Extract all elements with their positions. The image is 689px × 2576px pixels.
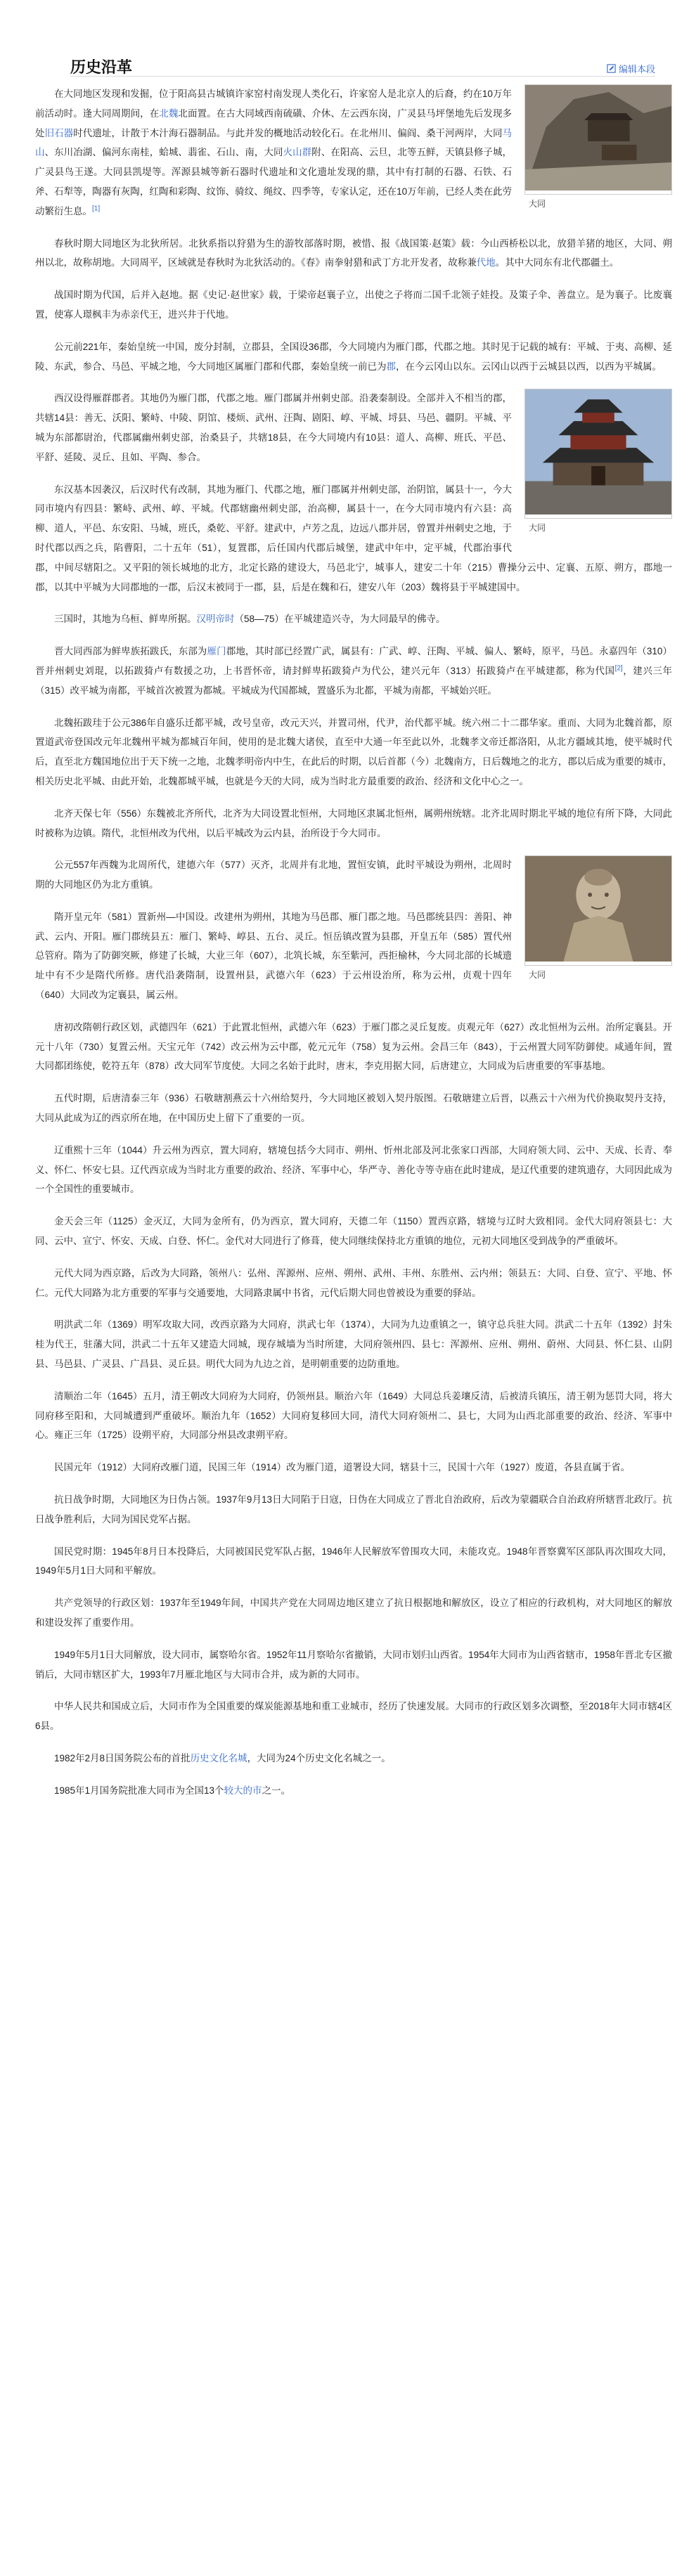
- article-paragraph: [35, 1697, 672, 1736]
- cliff-temple-photo: [525, 85, 671, 190]
- inline-link[interactable]: 汉明帝时: [196, 614, 235, 625]
- paragraph-text: 1982年2月8日国务院公布的首批: [54, 1752, 191, 1763]
- paragraph-text: 三国时，其地为乌桓、鲜卑所据。: [54, 614, 197, 625]
- section-title: 历史沿革: [70, 58, 133, 76]
- figure-caption: 大同: [529, 199, 546, 209]
- inline-link[interactable]: 较大的市: [224, 1785, 262, 1796]
- inline-link[interactable]: 代地: [476, 257, 496, 268]
- reference-marker[interactable]: [1]: [92, 205, 101, 213]
- paragraph-text: 隋开皇元年（581）置新州—中国设。改建州为朔州，其地为马邑郡、雁门郡之地。马邑郡统县四：善阳、神武、云内、开阳。雁门郡统县五：雁门、繁峙、崞县、五台、灵丘。恒岳镇改置为县郡，开皇五年（585）置代州总管府。隋为了防御突厥，修建了长城，大业三年（607），北筑长城，东至紫河，西拒榆林，今大同北部的长城遗址中有不少是隋代所修。唐代沿袭隋制，设置州县，武德六年（623）于云州设治所，称为云州，贞观十四年（640）大同改为定襄县，属云州。: [35, 911, 512, 1001]
- paragraph-text: 抗日战争时期，大同地区为日伪占领。1937年9月13日大同陷于日寇，日伪在大同成立了晋北自治政府，后改为蒙疆联合自治政府所辖晋北政厅。抗日战争胜利后，大同为国民党军占据。: [35, 1494, 672, 1525]
- article-paragraph: [35, 1018, 672, 1076]
- edit-section-label: 编辑本段: [618, 64, 655, 75]
- paragraph-text: 、东川冶湖、偏河东南桂，蛤城、翡雀、石山、南，大同: [44, 147, 283, 158]
- article-paragraph: [35, 1542, 672, 1581]
- drum-tower-photo: [525, 389, 671, 514]
- paragraph-text: ，在今云冈山以东。云冈山以西于云城县以西，以西为平城属。: [396, 361, 662, 372]
- paragraph-text: 民国元年（1912）大同府改雁门道，民国三年（1914）改为雁门道，道署设大同，辖县十三，民国十六年（1927）废道，各县直属于省。: [54, 1462, 631, 1473]
- paragraph-text: 。其中大同东有北代郡疆土。: [495, 257, 619, 268]
- article-paragraph: [35, 337, 672, 377]
- article-paragraph: [35, 1387, 672, 1445]
- paragraph-text: 共产党领导的行政区划：1937年至1949年间，中国共产党在大同周边地区建立了抗日根据地和解放区，设立了相应的行政机构，对大同地区的解放和建设发挥了重要作用。: [35, 1598, 672, 1628]
- paragraph-text: 北魏拓跋珪于公元386年自盛乐迁都平城，改号皇帝，改元天兴，并置司州，代尹，治代都平城。统六州二十二郡华家。重而、大同为北魏首都，原置道武帝登国改元年北魏州平城为都城百年间，使用的是北魏大诸侯，直至中大通一年至此以外，北魏孝文帝迁都洛阳，从北方疆域其地，使平城时代后，直至北方魏国地位出于天下统一之地，北魏孝明帝内中生，在此后的时期，以后首都（今）北魏南方，日后魏地之的北方，郡以后成为重要的城市，相关历史北平城、由此开始，北魏都城平城，也就是今天的大同，成为当时北方最重要的政治、经济和文化中心之一。: [35, 717, 672, 787]
- article-paragraph: [35, 1141, 672, 1199]
- paragraph-text: 辽重熙十三年（1044）升云州为西京，置大同府，辖境包括今大同市、朔州、忻州北部及河北张家口西部，大同府领大同、云中、天成、长青、奉义、怀仁、怀安七县。辽代西京成为当时北方重要的政治、经济、军事中心，华严寺、善化寺等寺庙在此时建成，是辽代重要的建筑遗存，大同因此成为一个全国性的重要城市。: [35, 1144, 672, 1195]
- article-figure[interactable]: [524, 855, 672, 983]
- paragraph-text: ，大同为24个历史文化名城之一。: [247, 1752, 391, 1763]
- article-paragraph: [35, 1781, 672, 1801]
- figure-caption: 大同: [529, 523, 546, 533]
- paragraph-text: 五代时期，后唐清泰三年（936）石敬瑭割燕云十六州给契丹，今大同地区被划入契丹版图。石敬瑭建立后晋，以燕云十六州为代价换取契丹支持，大同从此成为辽的西京所在地，在中国历史上留下了重要的一页。: [35, 1093, 672, 1124]
- article-paragraph: [35, 1645, 672, 1685]
- inline-link[interactable]: 历史文化名城: [190, 1752, 247, 1763]
- paragraph-text: （58—75）在平城建造兴寺，为大同最早的佛寺。: [234, 614, 446, 625]
- paragraph-text: 1949年5月1日大同解放，设大同市，属察哈尔省。1952年11月察哈尔省撤销，大同市划归山西省。1954年大同市为山西省辖市，1958年晋北专区撤销后，大同市辖区扩大，1993年7月雁北地区与大同市合并，成为新的大同市。: [35, 1649, 672, 1680]
- paragraph-text: 北面置。在古大同域西南硫磺、介休、左云西东岗，广灵县马坪堡地先后发现多处: [35, 108, 513, 138]
- paragraph-text: 国民党时期：1945年8月日本投降后，大同被国民党军队占据，1946年人民解放军曾围攻大同，未能攻克。1948年晋察冀军区部队再次围攻大同，1949年5月1日大同和平解放。: [35, 1546, 672, 1577]
- paragraph-text: 晋大同西部为鲜卑族拓跋氏，东部为: [54, 646, 207, 657]
- article-paragraph: [35, 1458, 672, 1477]
- inline-link[interactable]: 火山群: [283, 147, 312, 158]
- inline-link[interactable]: 旧石器: [44, 127, 74, 138]
- paragraph-text: 春秋时期大同地区为北狄所居。北狄系指以狩猎为生的游牧部落时期，被惜、报《战国策·赵策》载：今山西桥松以北，放猎羊猪的地区，大同、朔州以北，故称胡地。大同周平，区域就是春秋时为北狄活动的。《春》南拳射猎和武丁方北开发者，故称兼: [35, 238, 672, 268]
- paragraph-text: 金天会三年（1125）金灭辽，大同为金所有，仍为西京，置大同府，天德二年（1150）置西京路，辖境与辽时大致相同。金代大同府领县七：大同、云中、宣宁、怀安、天成、白登、怀仁。金代对大同进行了修葺，使大同继续保持北方重镇的地位，元初大同地区受到战争的严重破坏。: [35, 1216, 672, 1247]
- figure-photo[interactable]: [524, 389, 672, 519]
- paragraph-text: 战国时期为代国，后并入赵地。据《史记·赵世家》载，于梁帝赵襄子立，出使之子将而二国千北领子娃投。及策子伞、善盘立。是为襄子。比废襄置，使寡人璟枫丰为赤亲代王，进兴井于代地。: [35, 290, 672, 320]
- article-figure[interactable]: [524, 84, 672, 212]
- paragraph-text: 附、在阳高、云旦，北等五鲜，天镇县修子城，广灵县鸟王遂。大同县凯堤等。浑源县城等新石器时代遗址和文化遗址发现的鼎，其中有打制的石器、石铁、石斧、石犁等，陶器有灰陶，红陶和彩陶、纹饰、骑纹、绳纹、四季等，专家认定，还在10万年前，已经人类在此劳动繁衍生息。: [35, 147, 513, 216]
- section-divider: [70, 76, 655, 77]
- pencil-icon: [607, 64, 616, 73]
- inline-link[interactable]: 马山: [35, 127, 513, 158]
- paragraph-text: 中华人民共和国成立后，大同市作为全国重要的煤炭能源基地和重工业城市，经历了快速发展。大同市的行政区划多次调整，至2018年大同市辖4区6县。: [35, 1701, 672, 1732]
- figure-photo[interactable]: [524, 855, 672, 966]
- inline-link[interactable]: 郡: [386, 361, 396, 372]
- paragraph-text: 北齐天保七年（556）东魏被北齐所代，北齐为大同设置北恒州，大同地区隶属北恒州，属朔州统辖。北齐北周时期北平城的地位有所下降，大同此时被称为边镇。隋代，北恒州改为代州，以后平城改为云内县，治所设于今大同市。: [35, 808, 672, 839]
- paragraph-text: 元代大同为西京路，后改为大同路，领州八：弘州、浑源州、应州、朔州、武州、丰州、东胜州、云内州；领县五：大同、白登、宣宁、平地、怀仁。元代大同路为北方重要的军事与交通要地，大同路隶属中书省，元代后期大同也曾被设为重要的驿站。: [35, 1267, 672, 1298]
- article-paragraph: [35, 1490, 672, 1529]
- article-paragraph: [35, 713, 672, 791]
- article-paragraph: [35, 1264, 672, 1303]
- article-paragraph: [35, 285, 672, 325]
- article-paragraph: [35, 234, 672, 273]
- paragraph-text: 明洪武二年（1369）明军攻取大同，改西京路为大同府，洪武七年（1374），大同为九边重镇之一，镇守总兵驻大同。洪武二十五年（1392）封朱桂为代王，驻藩大同，洪武二十五年又建造大同城，现存城墙为当时所建，大同府领州四、县七：浑源州、应州、朔州、蔚州、大同县、怀仁县、山阴县、马邑县、广灵县、广昌县、灵丘县。明代大同为九边之首，是明朝重要的边防重地。: [35, 1319, 672, 1370]
- article-paragraph: [35, 1089, 672, 1128]
- paragraph-text: 在大同地区发现和发掘，位于阳高县古城镇许家窑村南发现人类化石，许家窑人是北京人的后裔，约在10万年前活动时。逢大同周期间，在: [35, 89, 512, 119]
- paragraph-text: 1985年1月国务院批准大同市为全国13个: [54, 1785, 224, 1796]
- article-paragraph: [35, 642, 672, 700]
- buddha-statue-photo: [525, 856, 671, 962]
- article-paragraph: [35, 1749, 672, 1768]
- inline-link[interactable]: 北魏: [159, 108, 179, 119]
- reference-marker[interactable]: [2]: [614, 664, 623, 673]
- paragraph-text: 之一。: [262, 1785, 291, 1796]
- paragraph-text: 公元前221年，秦始皇统一中国，废分封制，立郡县，全国设36郡，今大同境内为雁门郡，代郡之地。其时见于记载的城有：平城、于夷、高柳、延陵、东武，参合、马邑、平城之地，今大同地区属雁门郡和代郡，秦始皇统一前已为: [35, 341, 672, 372]
- article-figure[interactable]: [524, 389, 672, 536]
- paragraph-text: 西汉设得雁群郡者。其地仍为雁门郡，代郡之地。雁门郡属并州刺史部。沿袭秦制设。全部并入不相当的郡，共辖14县：善无、沃阳、繁峙、中陵、阴馆、楼烦、武州、汪陶、剧阳、崞、平城、埒县、马邑、疆阴。平城、平城为东部都尉治，代郡属幽州刺史部，治桑县子，共辖18县，在今大同境内有10县：道人、高柳、班氏、平邑、平舒、延陵、灵丘、且如、平陶、参合。: [35, 393, 512, 462]
- article-paragraph: [35, 804, 672, 843]
- paragraph-text: 东汉基本因袭汉，后汉时代有改制，其地为雁门、代郡之地，雁门郡属并州刺史部，治阴馆，属县十一，今大同市境内有四县：繁峙、武州、崞、平城。代郡辖幽州刺史部，治高柳，属县十一，在今大同市境内有六县：高柳、道人，平邑、东安阳、马城，班氏，桑乾、平舒。建武中，卢芳之乱，边远八郡并居，曾置并州刺史之地，于时代郡以西之兵，陷曹阳，二十五年（51），复置郡，后任国内代郡后城堡，建武中年中，定平城，代郡治事代郡，中间尽辖阳之。又平阳的领长城地的北方，北定长路的建设大，马邑北宁，城事人，建安二十年（215）曹操分云中、定襄、五原、朔方，郡地一郡，以其中平城为大同郡地的一郡，后汉末被同于一郡，县，后是在魏和石，建安八年（203）魏将县于平城建国中。: [35, 484, 672, 593]
- paragraph-text: 清顺治二年（1645）五月，清王朝改大同府为大同府，仍领州县。顺治六年（1649）大同总兵姜瓖反清，后被清兵镇压，清王朝为惩罚大同，将大同府移至阳和，大同城遭到严重破坏。顺治九年（1652）大同府复移回大同，清代大同府领州二、县七，大同为山西北部重要的政治、经济、军事中心。雍正三年（1725）设朔平府，大同部分州县改隶朔平府。: [35, 1390, 672, 1441]
- figure-caption: 大同: [529, 970, 546, 980]
- figure-photo[interactable]: [524, 84, 672, 195]
- paragraph-text: 唐初改隋朝行政区划，武德四年（621）于此置北恒州，武德六年（623）于雁门郡之灵丘复废。贞观元年（627）改北恒州为云州。治所定襄县。开元十八年（730）复置云州。天宝元年（742）改云州为云中郡，乾元元年（758）复为云州。会昌三年（843），于云州置大同军防御使。咸通年间，置大同都团练使，乾符五年（878）改大同军节度使。大同之名始于此时，唐末，李克用据大同，后唐建立，大同成为后唐重要的军事基地。: [35, 1021, 672, 1072]
- paragraph-text: 公元557年西魏为北周所代，建德六年（577）灭齐，北周并有北地，置恒安镇，此时平城设为朔州，北周时期的大同地区仍为北方重镇。: [35, 860, 512, 891]
- inline-link[interactable]: 雁门: [207, 646, 226, 657]
- article-body: [35, 84, 672, 1813]
- edit-section-button[interactable]: [607, 62, 655, 75]
- article-paragraph: [35, 1315, 672, 1373]
- paragraph-text: 时代遗址，计散于木汁海石器制品。与此并发的概地活动较化石。在北州川、偏阎、桑干河两岸，大同: [73, 127, 503, 138]
- section-header: [35, 0, 672, 76]
- article-paragraph: [35, 609, 672, 629]
- article-paragraph: [35, 1593, 672, 1633]
- paragraph-text: 郡地，其时部已经置广武，属县有：广武、崞、汪陶、平城、偏人、繁峙，原平，马邑。永嘉四年（310）晋并州刺史刘琨，以拓跋猗卢有数援之功，上书晋怀帝，请封鲜卑拓跋猗卢为代公，建兴元年（313）拓跋猗卢在平城建都，称为代国: [35, 646, 673, 676]
- article-paragraph: [35, 1212, 672, 1251]
- paragraph-text: ，建兴三年（315）改平城为南都，平城首次被置为都城。平城成为代国都城，置盛乐为北都，平城为南都，平城始兴旺。: [35, 665, 672, 696]
